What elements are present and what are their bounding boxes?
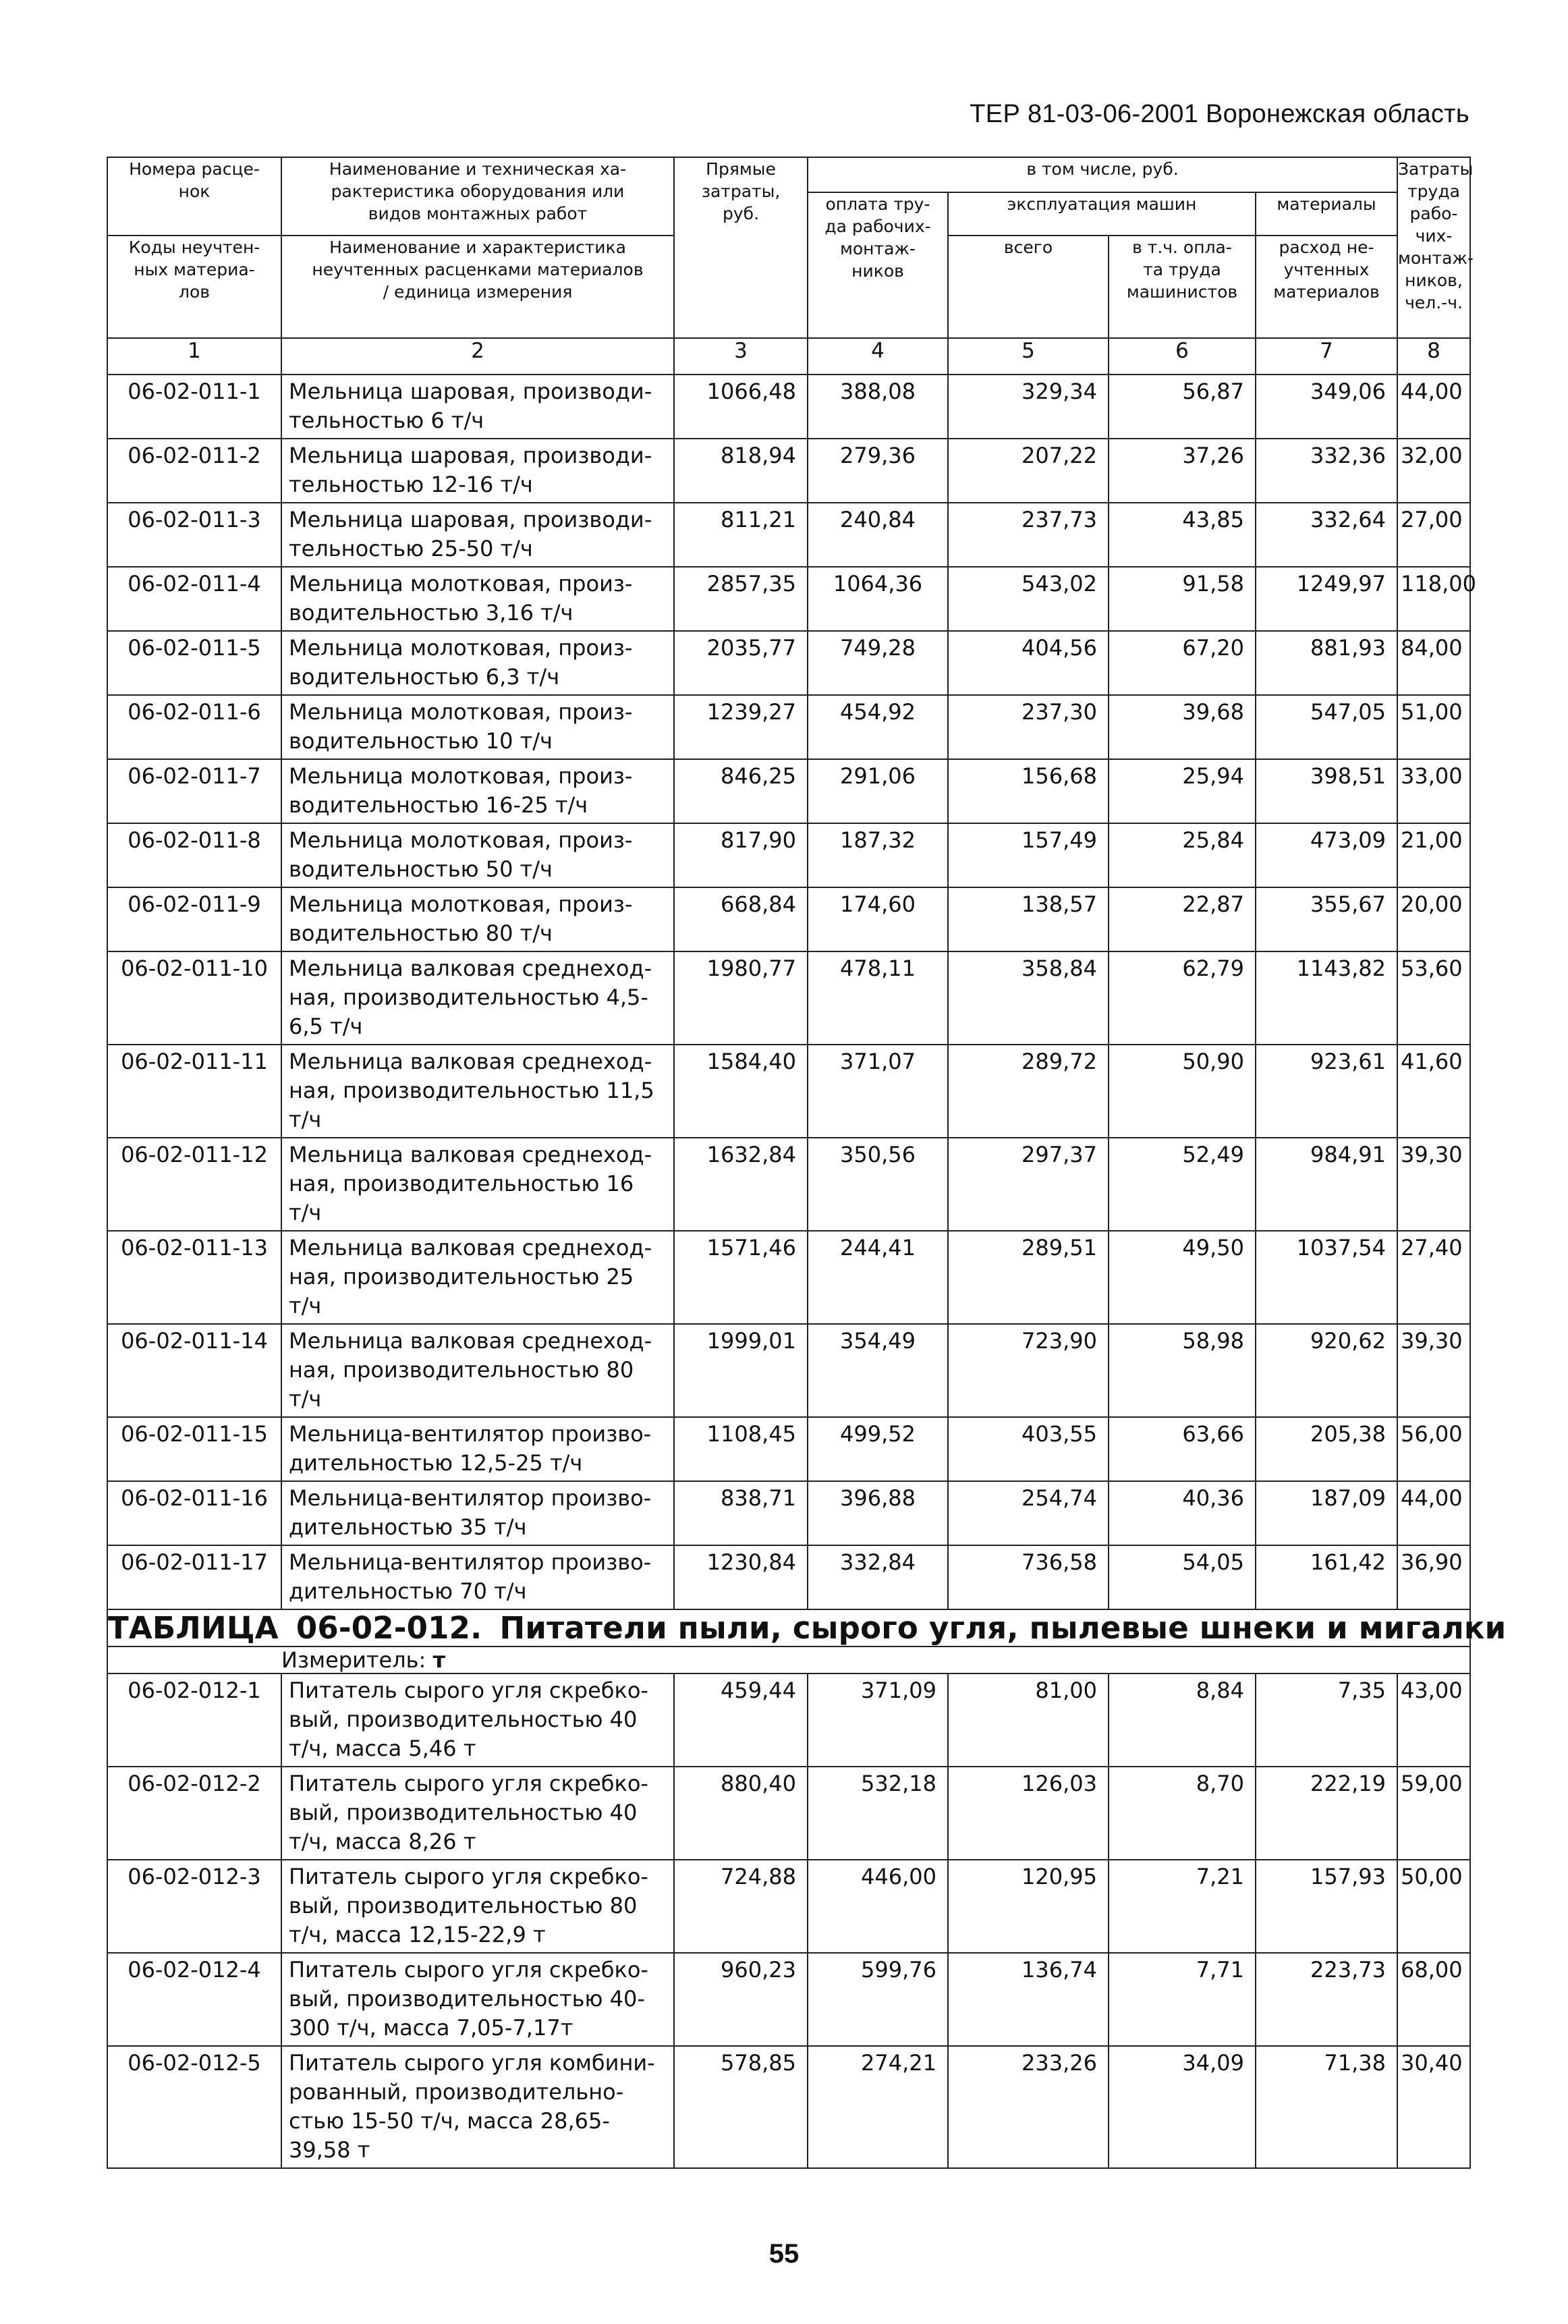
header-materials: материалы [1256, 192, 1397, 236]
column-number: 4 [808, 338, 948, 375]
labor-pay-value: 244,41 [808, 1231, 948, 1324]
direct-costs-value: 578,85 [674, 2046, 808, 2168]
labor-pay-value: 499,52 [808, 1417, 948, 1481]
table-row [107, 375, 1470, 439]
labor-cost-value: 30,40 [1397, 2046, 1470, 2168]
labor-pay-value: 371,09 [808, 1673, 948, 1767]
machine-operators-pay-value: 34,09 [1109, 2046, 1256, 2168]
machines-total-value: 136,74 [948, 1953, 1109, 2046]
labor-cost-value: 33,00 [1397, 759, 1470, 823]
rate-description: Мельница валковая среднеход- ная, производительностью 4,5- 6,5 т/ч [281, 951, 674, 1045]
table-row [107, 1953, 1470, 2046]
table-row [107, 1417, 1470, 1481]
rate-description: Мельница-вентилятор произво- дительностью 35 т/ч [281, 1481, 674, 1545]
rate-code: 06-02-011-12 [107, 1138, 281, 1231]
direct-costs-value: 817,90 [674, 823, 808, 887]
labor-cost-value: 27,40 [1397, 1231, 1470, 1324]
header-name-bottom: Наименование и характеристика неучтенных расценками материалов / единица измерения [281, 236, 674, 338]
table-row [107, 1045, 1470, 1138]
labor-pay-value: 291,06 [808, 759, 948, 823]
rate-code: 06-02-012-1 [107, 1673, 281, 1767]
rate-code: 06-02-011-1 [107, 375, 281, 439]
labor-cost-value: 56,00 [1397, 1417, 1470, 1481]
rate-description: Мельница валковая среднеход- ная, производительностью 11,5 т/ч [281, 1045, 674, 1138]
rate-description: Мельница шаровая, производи- тельностью 6 т/ч [281, 375, 674, 439]
measure-label: Измеритель: [281, 1647, 426, 1673]
unaccounted-materials-value: 355,67 [1256, 887, 1397, 951]
table-row [107, 1767, 1470, 1860]
unaccounted-materials-value: 223,73 [1256, 1953, 1397, 2046]
machine-operators-pay-value: 43,85 [1109, 503, 1256, 567]
direct-costs-value: 2857,35 [674, 567, 808, 631]
header-machines: эксплуатация машин [948, 192, 1256, 236]
machine-operators-pay-value: 37,26 [1109, 439, 1256, 503]
labor-pay-value: 446,00 [808, 1860, 948, 1953]
header-labor-cost: Затраты труда рабо- чих- монтаж- ников, чел.-ч. [1397, 157, 1470, 338]
table-row [107, 695, 1470, 759]
table-row [107, 887, 1470, 951]
machine-operators-pay-value: 8,84 [1109, 1673, 1256, 1767]
machine-operators-pay-value: 25,94 [1109, 759, 1256, 823]
direct-costs-value: 811,21 [674, 503, 808, 567]
direct-costs-value: 838,71 [674, 1481, 808, 1545]
labor-cost-value: 53,60 [1397, 951, 1470, 1045]
table-row [107, 567, 1470, 631]
labor-pay-value: 354,49 [808, 1324, 948, 1417]
machines-total-value: 404,56 [948, 631, 1109, 695]
rate-description: Питатель сырого угля скребко- вый, производительностью 40- 300 т/ч, масса 7,05-7,17т [281, 1953, 674, 2046]
unaccounted-materials-value: 1037,54 [1256, 1231, 1397, 1324]
unaccounted-materials-value: 222,19 [1256, 1767, 1397, 1860]
machines-total-value: 254,74 [948, 1481, 1109, 1545]
table-row [107, 1481, 1470, 1545]
rate-code: 06-02-011-2 [107, 439, 281, 503]
direct-costs-value: 1066,48 [674, 375, 808, 439]
labor-cost-value: 44,00 [1397, 375, 1470, 439]
rate-code: 06-02-011-3 [107, 503, 281, 567]
column-number: 2 [281, 338, 674, 375]
machine-operators-pay-value: 39,68 [1109, 695, 1256, 759]
rate-code: 06-02-012-5 [107, 2046, 281, 2168]
labor-pay-value: 350,56 [808, 1138, 948, 1231]
machines-total-value: 329,34 [948, 375, 1109, 439]
unaccounted-materials-value: 71,38 [1256, 2046, 1397, 2168]
column-number: 7 [1256, 338, 1397, 375]
labor-pay-value: 478,11 [808, 951, 948, 1045]
measure-unit: т [432, 1647, 446, 1673]
rate-code: 06-02-012-3 [107, 1860, 281, 1953]
labor-cost-value: 43,00 [1397, 1673, 1470, 1767]
table-row [107, 1860, 1470, 1953]
machines-total-value: 289,51 [948, 1231, 1109, 1324]
header-code-bottom: Коды неучтен- ных материа- лов [107, 236, 281, 338]
unaccounted-materials-value: 187,09 [1256, 1481, 1397, 1545]
labor-pay-value: 240,84 [808, 503, 948, 567]
rate-description: Мельница молотковая, произ- водительностью 3,16 т/ч [281, 567, 674, 631]
machines-total-value: 289,72 [948, 1045, 1109, 1138]
machine-operators-pay-value: 49,50 [1109, 1231, 1256, 1324]
machine-operators-pay-value: 58,98 [1109, 1324, 1256, 1417]
table-row [107, 1138, 1470, 1231]
machine-operators-pay-value: 62,79 [1109, 951, 1256, 1045]
direct-costs-value: 880,40 [674, 1767, 808, 1860]
machines-total-value: 156,68 [948, 759, 1109, 823]
labor-cost-value: 32,00 [1397, 439, 1470, 503]
table-row [107, 1231, 1470, 1324]
machine-operators-pay-value: 22,87 [1109, 887, 1256, 951]
table-row [107, 759, 1470, 823]
rate-description: Мельница валковая среднеход- ная, производительностью 80 т/ч [281, 1324, 674, 1417]
labor-cost-value: 21,00 [1397, 823, 1470, 887]
labor-pay-value: 396,88 [808, 1481, 948, 1545]
machines-total-value: 403,55 [948, 1417, 1109, 1481]
rate-description: Питатель сырого угля комбини- рованный, производительно- стью 15-50 т/ч, масса 28,65- 39,58 т [281, 2046, 674, 2168]
machine-operators-pay-value: 63,66 [1109, 1417, 1256, 1481]
rate-description: Мельница валковая среднеход- ная, производительностью 16 т/ч [281, 1138, 674, 1231]
machines-total-value: 237,73 [948, 503, 1109, 567]
labor-pay-value: 454,92 [808, 695, 948, 759]
rate-code: 06-02-012-4 [107, 1953, 281, 2046]
labor-pay-value: 174,60 [808, 887, 948, 951]
labor-cost-value: 44,00 [1397, 1481, 1470, 1545]
direct-costs-value: 846,25 [674, 759, 808, 823]
direct-costs-value: 459,44 [674, 1673, 808, 1767]
direct-costs-value: 1632,84 [674, 1138, 808, 1231]
table-title [107, 1609, 1507, 1647]
header-name-top: Наименование и техническая ха- рактеристика оборудования или видов монтажных работ [281, 157, 674, 236]
labor-pay-value: 371,07 [808, 1045, 948, 1138]
machines-total-value: 157,49 [948, 823, 1109, 887]
header-direct-costs: Прямые затраты, руб. [674, 157, 808, 338]
machines-total-value: 237,30 [948, 695, 1109, 759]
machine-operators-pay-value: 67,20 [1109, 631, 1256, 695]
rate-description: Мельница молотковая, произ- водительностью 10 т/ч [281, 695, 674, 759]
rate-code: 06-02-011-17 [107, 1545, 281, 1609]
header-unaccounted-materials: расход не- учтенных материалов [1256, 236, 1397, 338]
labor-cost-value: 20,00 [1397, 887, 1470, 951]
table-row [107, 2046, 1470, 2168]
labor-pay-value: 388,08 [808, 375, 948, 439]
labor-pay-value: 279,36 [808, 439, 948, 503]
machine-operators-pay-value: 50,90 [1109, 1045, 1256, 1138]
rate-code: 06-02-011-10 [107, 951, 281, 1045]
rate-description: Мельница молотковая, произ- водительностью 50 т/ч [281, 823, 674, 887]
rate-code: 06-02-011-8 [107, 823, 281, 887]
column-number: 6 [1109, 338, 1256, 375]
unaccounted-materials-value: 398,51 [1256, 759, 1397, 823]
rate-code: 06-02-011-7 [107, 759, 281, 823]
direct-costs-value: 1239,27 [674, 695, 808, 759]
machine-operators-pay-value: 54,05 [1109, 1545, 1256, 1609]
table-06-02-012-rows [107, 1673, 1470, 2168]
direct-costs-value: 2035,77 [674, 631, 808, 695]
rate-code: 06-02-011-11 [107, 1045, 281, 1138]
machines-total-value: 233,26 [948, 2046, 1109, 2168]
machine-operators-pay-value: 52,49 [1109, 1138, 1256, 1231]
unaccounted-materials-value: 923,61 [1256, 1045, 1397, 1138]
table-row [107, 823, 1470, 887]
unaccounted-materials-value: 984,91 [1256, 1138, 1397, 1231]
table-label: ТАБЛИЦА [108, 1610, 279, 1646]
direct-costs-value: 818,94 [674, 439, 808, 503]
rate-code: 06-02-011-6 [107, 695, 281, 759]
labor-cost-value: 59,00 [1397, 1767, 1470, 1860]
rate-description: Мельница молотковая, произ- водительностью 16-25 т/ч [281, 759, 674, 823]
header-including: в том числе, руб. [808, 157, 1397, 192]
column-number: 1 [107, 338, 281, 375]
price-table [107, 157, 1507, 2169]
rate-description: Мельница-вентилятор произво- дительностью 70 т/ч [281, 1545, 674, 1609]
unaccounted-materials-value: 881,93 [1256, 631, 1397, 695]
rate-description: Питатель сырого угля скребко- вый, производительностью 80 т/ч, масса 12,15-22,9 т [281, 1860, 674, 1953]
unaccounted-materials-value: 1249,97 [1256, 567, 1397, 631]
machine-operators-pay-value: 40,36 [1109, 1481, 1256, 1545]
column-number: 3 [674, 338, 808, 375]
direct-costs-value: 1980,77 [674, 951, 808, 1045]
table-row [107, 951, 1470, 1045]
unaccounted-materials-value: 1143,82 [1256, 951, 1397, 1045]
rate-description: Мельница шаровая, производи- тельностью 25-50 т/ч [281, 503, 674, 567]
document-header: ТЕР 81-03-06-2001 Воронежская область [970, 100, 1469, 128]
table-row [107, 503, 1470, 567]
labor-pay-value: 332,84 [808, 1545, 948, 1609]
labor-pay-value: 599,76 [808, 1953, 948, 2046]
rate-code: 06-02-012-2 [107, 1767, 281, 1860]
unaccounted-materials-value: 7,35 [1256, 1673, 1397, 1767]
machines-total-value: 138,57 [948, 887, 1109, 951]
machine-operators-pay-value: 7,21 [1109, 1860, 1256, 1953]
machine-operators-pay-value: 56,87 [1109, 375, 1256, 439]
unaccounted-materials-value: 157,93 [1256, 1860, 1397, 1953]
column-number: 8 [1397, 338, 1470, 375]
labor-cost-value: 51,00 [1397, 695, 1470, 759]
labor-pay-value: 274,21 [808, 2046, 948, 2168]
header-code-top: Номера расце- нок [107, 157, 281, 236]
labor-pay-value: 532,18 [808, 1767, 948, 1860]
labor-cost-value: 118,00 [1397, 567, 1470, 631]
labor-cost-value: 50,00 [1397, 1860, 1470, 1953]
machines-total-value: 358,84 [948, 951, 1109, 1045]
table-code: 06-02-012. [296, 1610, 482, 1646]
machine-operators-pay-value: 7,71 [1109, 1953, 1256, 2046]
direct-costs-value: 668,84 [674, 887, 808, 951]
rate-description: Мельница молотковая, произ- водительностью 80 т/ч [281, 887, 674, 951]
labor-cost-value: 36,90 [1397, 1545, 1470, 1609]
machine-operators-pay-value: 25,84 [1109, 823, 1256, 887]
labor-cost-value: 84,00 [1397, 631, 1470, 695]
machines-total-value: 120,95 [948, 1860, 1109, 1953]
header-labor-pay: оплата тру- да рабочих- монтаж- ников [808, 192, 948, 338]
labor-cost-value: 39,30 [1397, 1324, 1470, 1417]
machines-total-value: 81,00 [948, 1673, 1109, 1767]
labor-pay-value: 1064,36 [808, 567, 948, 631]
table-row [107, 1324, 1470, 1417]
unaccounted-materials-value: 332,36 [1256, 439, 1397, 503]
direct-costs-value: 1584,40 [674, 1045, 808, 1138]
direct-costs-value: 1230,84 [674, 1545, 808, 1609]
labor-pay-value: 187,32 [808, 823, 948, 887]
unaccounted-materials-value: 349,06 [1256, 375, 1397, 439]
labor-cost-value: 41,60 [1397, 1045, 1470, 1138]
table-row [107, 1673, 1470, 1767]
unaccounted-materials-value: 205,38 [1256, 1417, 1397, 1481]
labor-cost-value: 27,00 [1397, 503, 1470, 567]
rate-description: Мельница валковая среднеход- ная, производительностью 25 т/ч [281, 1231, 674, 1324]
rate-description: Питатель сырого угля скребко- вый, производительностью 40 т/ч, масса 8,26 т [281, 1767, 674, 1860]
labor-cost-value: 39,30 [1397, 1138, 1470, 1231]
direct-costs-value: 1108,45 [674, 1417, 808, 1481]
unaccounted-materials-value: 920,62 [1256, 1324, 1397, 1417]
table-row [107, 1545, 1470, 1609]
table-row [107, 631, 1470, 695]
rate-code: 06-02-011-13 [107, 1231, 281, 1324]
machines-total-value: 126,03 [948, 1767, 1109, 1860]
unaccounted-materials-value: 547,05 [1256, 695, 1397, 759]
unaccounted-materials-value: 473,09 [1256, 823, 1397, 887]
table-row [107, 439, 1470, 503]
rate-code: 06-02-011-14 [107, 1324, 281, 1417]
machines-total-value: 297,37 [948, 1138, 1109, 1231]
page-number: 55 [768, 2239, 800, 2269]
direct-costs-value: 1571,46 [674, 1231, 808, 1324]
labor-pay-value: 749,28 [808, 631, 948, 695]
direct-costs-value: 724,88 [674, 1860, 808, 1953]
machine-operators-pay-value: 8,70 [1109, 1767, 1256, 1860]
measure-unit-line [281, 1647, 1470, 1673]
rate-description: Питатель сырого угля скребко- вый, производительностью 40 т/ч, масса 5,46 т [281, 1673, 674, 1767]
machines-total-value: 207,22 [948, 439, 1109, 503]
table-title-text: Питатели пыли, сырого угля, пылевые шнеки и мигалки [499, 1610, 1507, 1646]
direct-costs-value: 1999,01 [674, 1324, 808, 1417]
unaccounted-materials-value: 161,42 [1256, 1545, 1397, 1609]
labor-cost-value: 68,00 [1397, 1953, 1470, 2046]
rate-description: Мельница шаровая, производи- тельностью 12-16 т/ч [281, 439, 674, 503]
machines-total-value: 543,02 [948, 567, 1109, 631]
header-machines-operators: в т.ч. опла- та труда машинистов [1109, 236, 1256, 338]
unaccounted-materials-value: 332,64 [1256, 503, 1397, 567]
direct-costs-value: 960,23 [674, 1953, 808, 2046]
header-machines-total: всего [948, 236, 1109, 338]
rate-code: 06-02-011-16 [107, 1481, 281, 1545]
rate-code: 06-02-011-15 [107, 1417, 281, 1481]
rate-code: 06-02-011-5 [107, 631, 281, 695]
rate-description: Мельница молотковая, произ- водительностью 6,3 т/ч [281, 631, 674, 695]
rate-code: 06-02-011-9 [107, 887, 281, 951]
column-number: 5 [948, 338, 1109, 375]
rate-description: Мельница-вентилятор произво- дительностью 12,5-25 т/ч [281, 1417, 674, 1481]
machine-operators-pay-value: 91,58 [1109, 567, 1256, 631]
table-06-02-011-rows [107, 375, 1476, 1609]
machines-total-value: 736,58 [948, 1545, 1109, 1609]
rate-code: 06-02-011-4 [107, 567, 281, 631]
machines-total-value: 723,90 [948, 1324, 1109, 1417]
